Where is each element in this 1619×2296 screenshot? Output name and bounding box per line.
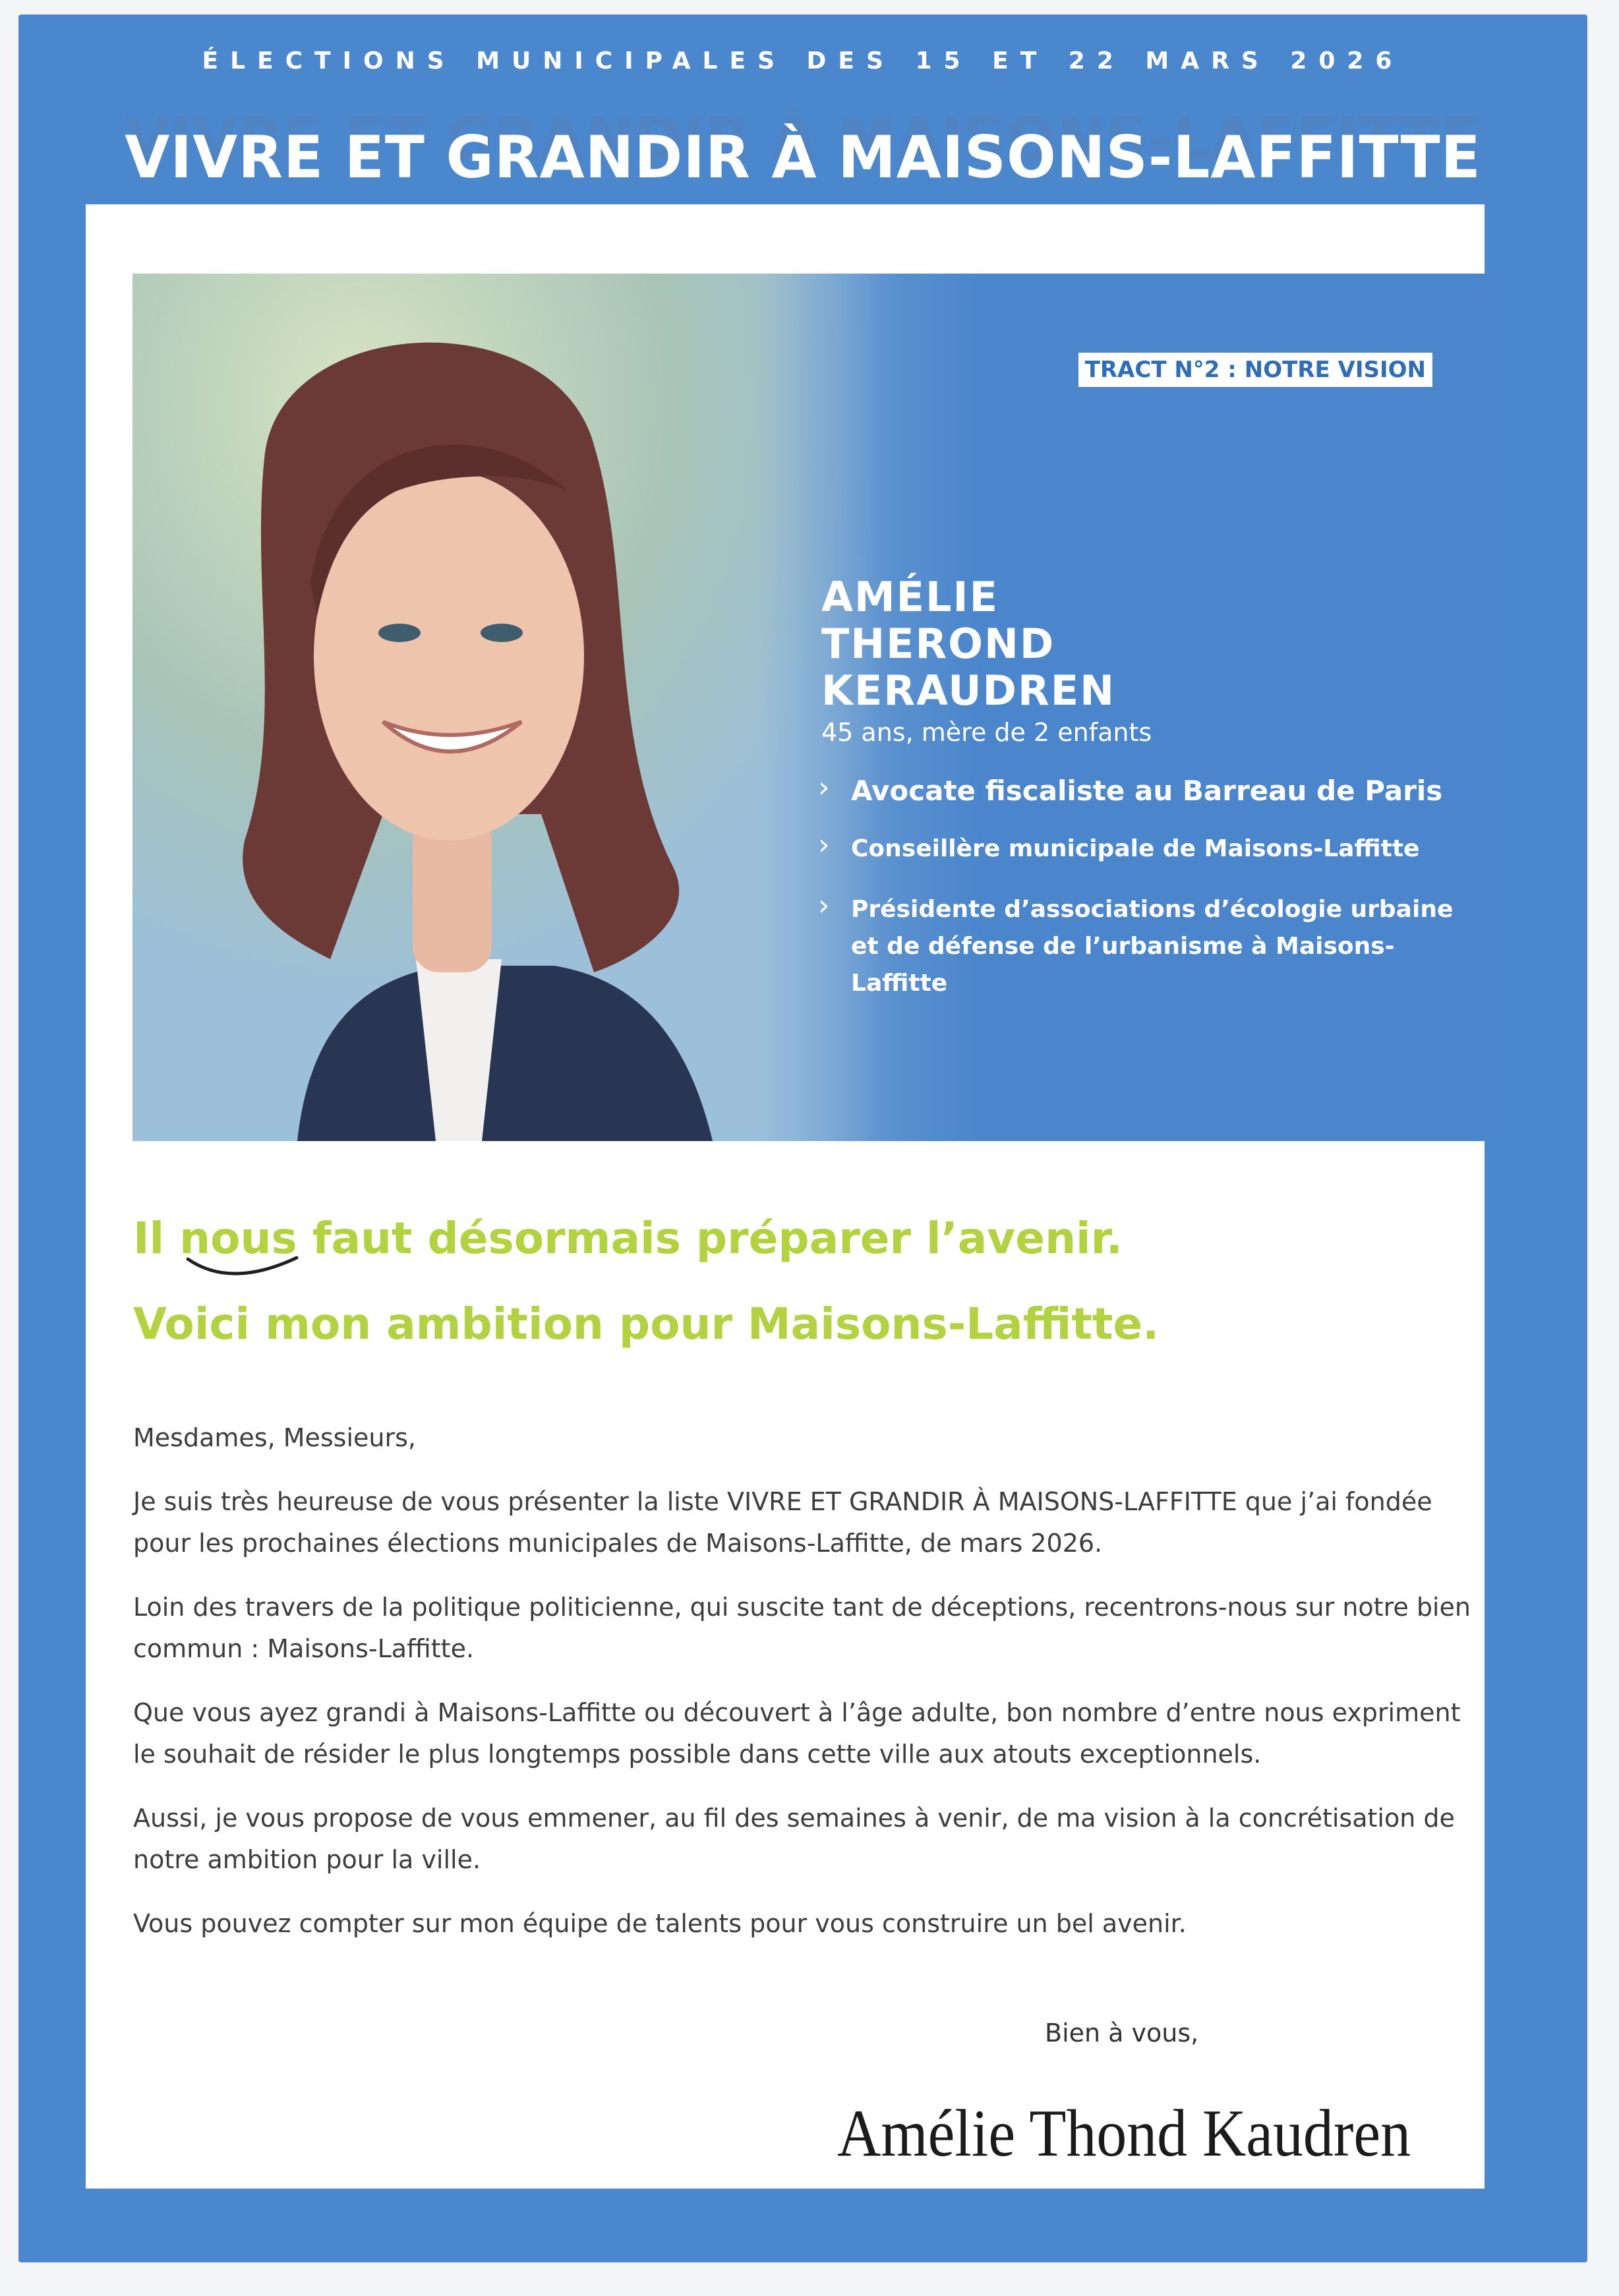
letter-paragraph: Je suis très heureuse de vous présenter la liste VIVRE ET GRANDIR À MAISONS-LAFFITTE que j’ai fondée pour les prochaines élections municipales de Maisons-Laffitte, de mars 2026.	[133, 1487, 1432, 1558]
handwritten-underline-mark	[185, 1252, 303, 1285]
candidate-portrait	[132, 274, 891, 1141]
list-title: VIVRE ET GRANDIR À MAISONS-LAFFITTE	[125, 123, 1481, 191]
credential-text: Présidente d’associations d’écologie urbaine et de défense de l’urbanisme à Maisons-Laffitte	[851, 896, 1454, 997]
letter-paragraph: Que vous ayez grandi à Maisons-Laffitte ou découvert à l’âge adulte, bon nombre d’entre nous expriment le souhait de résider le plus longtemps possible dans cette ville aux atouts exceptionnels.	[133, 1698, 1461, 1769]
chevron-right-icon: ›	[818, 771, 830, 804]
candidate-hero-banner	[132, 274, 1501, 1141]
candidate-age: 45 ans, mère de 2 enfants	[821, 718, 1152, 747]
headline-line-2: Voici mon ambition pour Maisons-Laffitte.	[133, 1299, 1160, 1349]
chevron-right-icon: ›	[818, 889, 830, 922]
handwritten-signature	[837, 2083, 1411, 2182]
letter-paragraph: Vous pouvez compter sur mon équipe de talents pour vous construire un bel avenir.	[133, 1909, 1187, 1938]
letter-paragraph: Loin des travers de la politique politicienne, qui suscite tant de déceptions, recentrons-nous sur notre bien commun : Maisons-Laffitte.	[133, 1593, 1471, 1663]
candidate-info	[821, 574, 1152, 747]
flyer-content	[86, 204, 1485, 2189]
candidate-name-middle: THEROND	[821, 620, 1055, 668]
credential-item	[818, 771, 1484, 807]
letter-paragraph: Aussi, je vous propose de vous emmener, au fil des semaines à venir, de ma vision à la concrétisation de notre ambition pour la ville.	[133, 1804, 1455, 1874]
tract-badge: TRACT N°2 : NOTRE VISION	[1078, 353, 1432, 387]
candidate-name-last: KERAUDREN	[821, 666, 1116, 715]
signature-text: Amélie Thond Kaudren	[837, 2096, 1411, 2171]
letter-body	[133, 1417, 1471, 1967]
headline-line-1: Il nous faut désormais préparer l’avenir.	[133, 1213, 1123, 1264]
credential-text: Conseillère municipale de Maisons-Laffitte	[851, 835, 1420, 862]
letter-closing: Bien à vous,	[1045, 2018, 1199, 2047]
credentials-list	[818, 771, 1484, 1026]
credential-item	[818, 828, 1484, 868]
credential-item	[818, 891, 1484, 1002]
candidate-name-first: AMÉLIE	[821, 573, 999, 621]
election-dates-line: ÉLECTIONS MUNICIPALES DES 15 ET 22 MARS 2026	[202, 47, 1404, 74]
letter-salutation: Mesdames, Messieurs,	[133, 1423, 417, 1452]
credential-text: Avocate fiscaliste au Barreau de Paris	[851, 775, 1443, 807]
chevron-right-icon: ›	[818, 828, 830, 862]
